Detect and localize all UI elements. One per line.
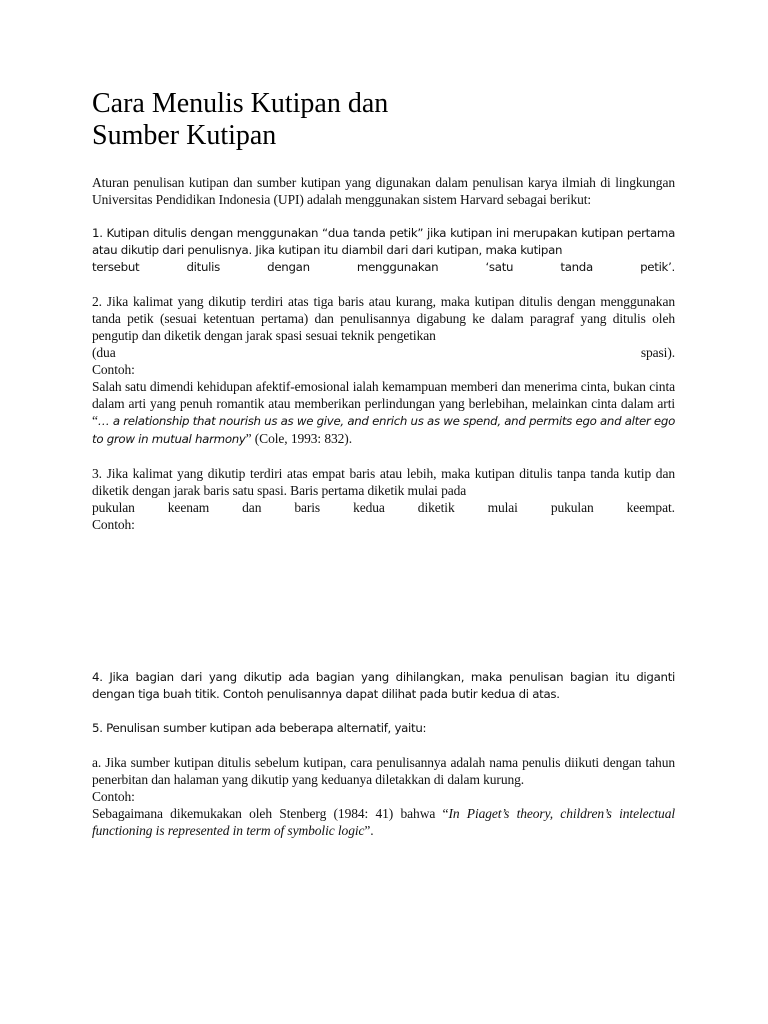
item-3-tail-word: dan [242,500,262,515]
item-5a [92,754,675,839]
item-5a-example-suffix: ”. [364,823,374,838]
item-3-tail-word: baris [294,500,321,515]
document-page [92,88,675,839]
item-1-text: 1. Kutipan ditulis dengan menggunakan “dua tanda petik” jika kutipan ini merupakan kutipan pertama atau dikutip dari penulisnya. Jika kutipan itu diambil dari dari kutipan, maka kutipan [92,226,675,257]
intro-text: Aturan penulisan kutipan dan sumber kutipan yang digunakan dalam penulisan karya ilmiah di lingkungan Universitas Pendidikan Indonesia (UPI) adalah menggunakan sistem Harvard sebagai berikut: [92,175,675,207]
item-3-tail-word: diketik [417,500,455,515]
item-5-text: 5. Penulisan sumber kutipan ada beberapa alternatif, yaitu: [92,721,427,735]
page-title [92,88,675,152]
title-line-2: Sumber Kutipan [92,120,277,151]
item-2-example-suffix: ” (Cole, 1993: 832). [245,431,352,446]
item-1-tail-word: ditulis [186,260,220,274]
item-3-text: 3. Jika kalimat yang dikutip terdiri atas empat baris atau lebih, maka kutipan ditulis tanpa tanda kutip dan diketik dengan jarak baris satu spasi. Baris pertama diketik mulai pada [92,466,675,498]
item-4-text: 4. Jika bagian dari yang dikutip ada bagian yang dihilangkan, maka penulisan bagian itu diganti dengan tiga buah titik. Contoh penulisannya dapat dilihat pada butir kedua di atas. [92,670,675,701]
item-3-tail-word: kedua [353,500,385,515]
item-1 [92,225,675,276]
item-5a-example-prefix: Sebagaimana dikemukakan oleh Stenberg (1984: 41) bahwa “ [92,806,449,821]
item-2-example-prefix: Salah satu dimendi kehidupan afektif-emosional ialah kemampuan memberi dan menerima cinta, bukan cinta dalam arti yang penuh romantik atau memberikan perlindungan yang berlebihan, melainkan cinta dalam arti “ [92,379,675,428]
item-2-tail-right: spasi). [640,345,675,360]
item-2-text: 2. Jika kalimat yang dikutip terdiri atas tiga baris atau kurang, maka kutipan ditulis dengan menggunakan tanda petik (sesuai ketentuan pertama) dan penulisannya digabung ke dalam paragraf yang ditulis oleh pengutip dan diketik dengan jarak spasi sesuai teknik pengetikan [92,294,675,343]
item-1-tail-word: ‘satu [485,260,514,274]
item-1-tail-word: tanda [560,260,593,274]
item-2-tail-left: (dua [92,345,116,360]
item-3-tail-line [92,499,675,516]
item-5a-example [92,805,675,839]
item-5a-contoh-label: Contoh: [92,789,135,804]
item-5 [92,720,675,737]
item-3-tail-word: keempat. [626,500,675,515]
item-1-tail-word: tersebut [92,260,140,274]
item-3-tail-word: mulai [487,500,518,515]
item-2 [92,293,675,448]
item-3-tail-word: pukulan [92,500,135,515]
item-2-example-italic: … a relationship that nourish us as we give, and enrich us as we spend, and permits ego and alter ego to grow in mutual harmony [92,414,675,446]
item-4 [92,669,675,703]
item-1-tail-word: dengan [267,260,310,274]
item-3 [92,465,675,533]
title-line-1: Cara Menulis Kutipan dan [92,88,389,119]
item-5a-text: a. Jika sumber kutipan ditulis sebelum kutipan, cara penulisannya adalah nama penulis diikuti dengan tahun penerbitan dan halaman yang dikutip yang keduanya diletakkan di dalam kurung. [92,755,675,787]
item-1-tail-line [92,259,675,276]
blank-gap [92,533,675,669]
item-3-tail-word: keenam [167,500,210,515]
item-1-tail-word: menggunakan [356,260,439,274]
intro-paragraph [92,174,675,208]
item-2-tail-line [92,344,675,361]
item-1-tail-word: petik’. [640,260,675,274]
item-3-contoh-label: Contoh: [92,517,135,532]
item-5a-example-italic: In Piaget’s theory, children’s intelectual functioning is represented in term of symbolic logic [92,806,675,838]
item-2-contoh-label: Contoh: [92,362,135,377]
item-3-tail-word: pukulan [550,500,594,515]
item-2-example [92,378,675,448]
